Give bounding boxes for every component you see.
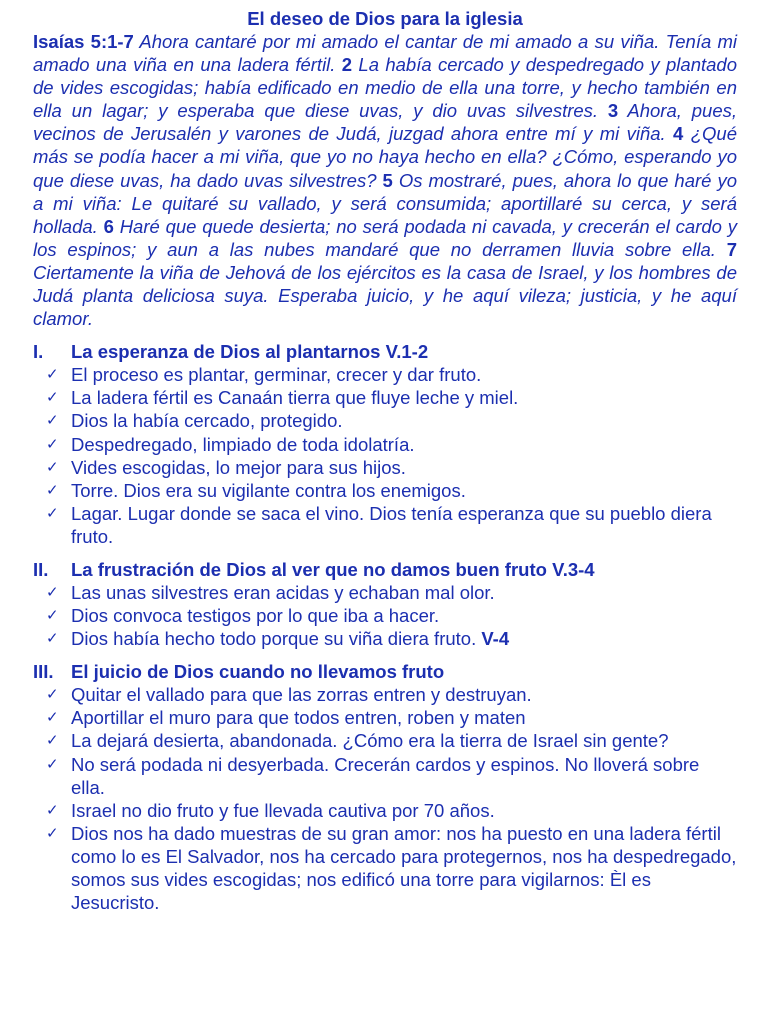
outline-sections bbox=[33, 340, 737, 914]
checklist-item-text: Dios convoca testigos por lo que iba a hacer. bbox=[71, 605, 440, 627]
checklist-item bbox=[46, 604, 737, 627]
checklist-item-text: Dios había hecho todo porque su viña diera fruto. bbox=[71, 628, 482, 650]
passage-verse-6: Haré que quede desierta; no será podada ni cavada, y crecerán el cardo y los espinos; y aun a las nubes mandaré que no derramen lluvia sobre ella. bbox=[33, 215, 738, 260]
checkmark-icon: ✓ bbox=[46, 824, 59, 842]
checklist bbox=[33, 581, 737, 650]
checklist-item-text-wrap bbox=[71, 799, 737, 822]
checklist-item-text-wrap bbox=[71, 706, 737, 729]
checklist-item-text-wrap bbox=[71, 683, 737, 706]
checklist-item-text: La ladera fértil es Canaán tierra que fluye leche y miel. bbox=[71, 387, 519, 409]
passage-reference: Isaías 5:1-7 bbox=[33, 31, 134, 52]
verse-number: 3 bbox=[607, 100, 619, 122]
checkmark-icon: ✓ bbox=[46, 607, 59, 625]
checklist-item-text: Las unas silvestres eran acidas y echaban mal olor. bbox=[71, 581, 495, 603]
checklist-item bbox=[46, 683, 737, 706]
checkmark-icon: ✓ bbox=[46, 435, 59, 453]
section-numeral: II. bbox=[33, 558, 49, 580]
checklist-item bbox=[46, 729, 737, 752]
checklist bbox=[33, 363, 737, 548]
checkmark-icon: ✓ bbox=[46, 801, 59, 819]
checklist-item-text-wrap bbox=[71, 753, 737, 799]
checklist-item bbox=[46, 433, 737, 456]
checklist-item-text-wrap bbox=[71, 409, 737, 432]
checklist-item-text: Israel no dio fruto y fue llevada cautiva por 70 años. bbox=[71, 799, 495, 821]
checkmark-icon: ✓ bbox=[46, 709, 59, 727]
checklist-item bbox=[46, 479, 737, 502]
outline-section bbox=[33, 558, 737, 650]
outline-section bbox=[33, 660, 737, 914]
verse-number: 6 bbox=[103, 215, 114, 237]
checklist-item-text-wrap bbox=[71, 502, 737, 548]
checkmark-icon: ✓ bbox=[46, 630, 59, 648]
checklist-item bbox=[46, 456, 737, 479]
checkmark-icon: ✓ bbox=[46, 389, 59, 407]
checklist-item-text-wrap bbox=[71, 822, 737, 914]
passage-verse-5: Os mostraré, pues, ahora lo que haré yo a mi viña: Le quitaré su vallado, y será consumida; aportillaré su cerca, y será hollada. bbox=[33, 169, 737, 237]
checklist-item-text: Vides escogidas, lo mejor para sus hijos. bbox=[71, 456, 406, 478]
checklist-item-text: No será podada ni desyerbada. Crecerán cardos y espinos. No lloverá sobre ella. bbox=[71, 753, 700, 798]
verse-number: 4 bbox=[673, 123, 684, 145]
outline-section bbox=[33, 340, 737, 548]
checklist-item bbox=[46, 799, 737, 822]
section-heading bbox=[33, 660, 737, 683]
section-heading-text: La esperanza de Dios al plantarnos V.1-2 bbox=[71, 341, 429, 363]
checklist-item-text: Despedregado, limpiado de toda idolatría. bbox=[71, 433, 415, 455]
checklist-item-text-wrap bbox=[71, 729, 737, 752]
checklist-item-text-wrap bbox=[71, 433, 737, 456]
checklist-item bbox=[46, 822, 737, 914]
checklist-item-text: Quitar el vallado para que las zorras entren y destruyan. bbox=[71, 684, 532, 706]
checklist-item-text-wrap bbox=[71, 627, 737, 650]
checklist-item-text-wrap bbox=[71, 604, 737, 627]
checklist-item-text: La dejará desierta, abandonada. ¿Cómo era la tierra de Israel sin gente? bbox=[71, 730, 669, 752]
checkmark-icon: ✓ bbox=[46, 366, 59, 384]
verse-number: 7 bbox=[726, 238, 737, 260]
verse-number: 5 bbox=[382, 169, 393, 191]
checklist-item-text-wrap bbox=[71, 581, 737, 604]
checklist-item bbox=[46, 753, 737, 799]
checkmark-icon: ✓ bbox=[46, 686, 59, 704]
passage-verse-7: Ciertamente la viña de Jehová de los ejércitos es la casa de Israel, y los hombres de Judá planta deliciosa suya. Esperaba juicio, y he aquí vileza; justicia, y he aquí clamor. bbox=[33, 261, 737, 330]
passage-verse-3: Ahora, pues, vecinos de Jerusalén y varones de Judá, juzgad ahora entre mí y mi viña. bbox=[33, 100, 737, 145]
checklist bbox=[33, 683, 737, 914]
section-heading-text: El juicio de Dios cuando no llevamos fruto bbox=[71, 661, 445, 683]
page-title: El deseo de Dios para la iglesia bbox=[247, 8, 523, 29]
section-numeral: III. bbox=[33, 661, 54, 683]
checklist-item-text: Lagar. Lugar donde se saca el vino. Dios tenía esperanza que su pueblo diera fruto. bbox=[71, 502, 712, 547]
checkmark-icon: ✓ bbox=[46, 583, 59, 601]
checklist-item bbox=[46, 409, 737, 432]
checklist-item-text-wrap bbox=[71, 386, 737, 409]
checklist-item bbox=[46, 706, 737, 729]
checkmark-icon: ✓ bbox=[46, 732, 59, 750]
checklist-item-text: El proceso es plantar, germinar, crecer y dar fruto. bbox=[71, 364, 482, 386]
checklist-item bbox=[46, 502, 737, 548]
checkmark-icon: ✓ bbox=[46, 412, 59, 430]
checklist-item-text: Dios nos ha dado muestras de su gran amor: nos ha puesto en una ladera fértil como lo es El Salvador, nos ha cercado para protegernos, nos ha despedregado, somos sus vides escogidas; nos edificó una torre para vigilarnos: Èl es Jesucristo. bbox=[71, 822, 737, 914]
checklist-item-text-wrap bbox=[71, 456, 737, 479]
checklist-item bbox=[46, 581, 737, 604]
section-heading bbox=[33, 558, 737, 581]
checklist-item-text: Torre. Dios era su vigilante contra los enemigos. bbox=[71, 479, 466, 501]
checklist-item bbox=[46, 363, 737, 386]
checklist-item-text-wrap bbox=[71, 363, 737, 386]
checkmark-icon: ✓ bbox=[46, 504, 59, 522]
verse-reference: V-4 bbox=[481, 628, 510, 650]
scripture-passage bbox=[33, 30, 737, 330]
checklist-item-text: Aportillar el muro para que todos entren, roben y maten bbox=[71, 707, 526, 729]
section-numeral: I. bbox=[33, 341, 44, 363]
verse-number: 2 bbox=[341, 54, 353, 76]
checkmark-icon: ✓ bbox=[46, 481, 59, 499]
section-heading-text: La frustración de Dios al ver que no damos buen fruto V.3-4 bbox=[71, 558, 595, 580]
checklist-item bbox=[46, 627, 737, 650]
checkmark-icon: ✓ bbox=[46, 755, 59, 773]
passage-verse-2: La había cercado y despedregado y plantado de vides escogidas; había edificado en medio de ella una torre, y hecho también en ella un lagar; y esperaba que diese uvas, y dio uvas silvestres. bbox=[33, 54, 737, 122]
checklist-item-text: Dios la había cercado, protegido. bbox=[71, 410, 343, 432]
checkmark-icon: ✓ bbox=[46, 458, 59, 476]
passage-verse-4: ¿Qué más se podía hacer a mi viña, que yo no haya hecho en ella? ¿Cómo, esperando yo que diese uvas, ha dado uvas silvestres? bbox=[33, 123, 737, 191]
section-heading bbox=[33, 340, 737, 363]
checklist-item bbox=[46, 386, 737, 409]
checklist-item-text-wrap bbox=[71, 479, 737, 502]
passage-verse-1: Ahora cantaré por mi amado el cantar de mi amado a su viña. Tenía mi amado una viña en una ladera fértil. bbox=[33, 31, 738, 76]
